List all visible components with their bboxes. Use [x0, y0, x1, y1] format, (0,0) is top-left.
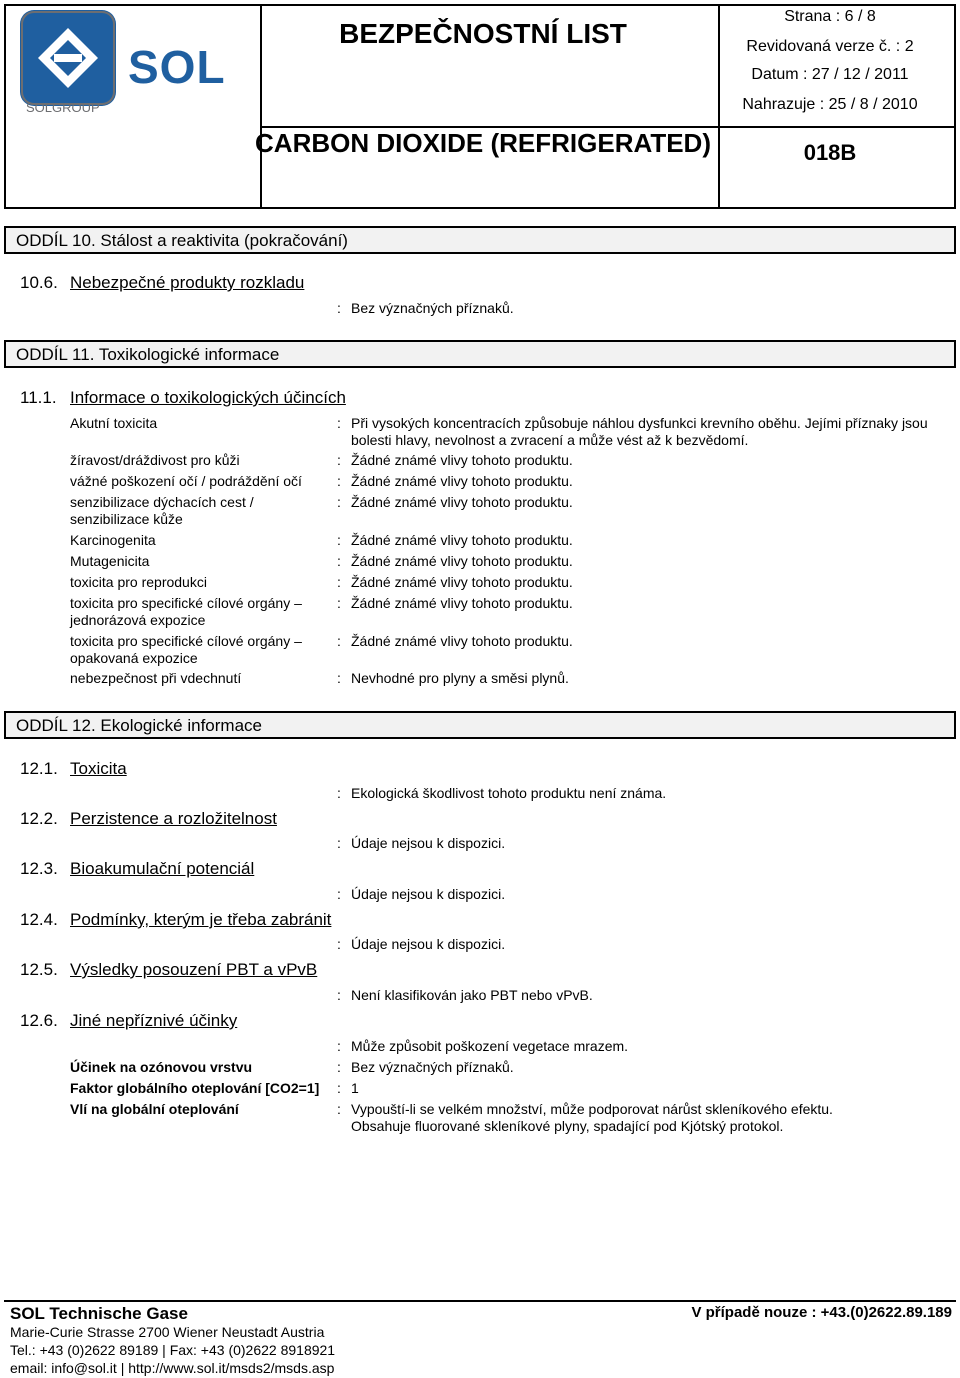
footer-company: SOL Technische Gase [10, 1304, 188, 1323]
tox-value: Při vysokých koncentracích způsobuje náhlou dysfunkci krevního oběhu. Jejími příznaky jsou bolesti hlavy, nevolnost a zvracení a může vést až k bezvědomí. [351, 415, 928, 448]
tox-label: toxicita pro specifické cílové orgány – opakovaná expozice [70, 633, 302, 666]
tox-label: Mutagenicita [70, 553, 150, 569]
tox-value: Nevhodné pro plyny a směsi plynů. [351, 670, 569, 686]
tox-value: Žádné známé vlivy tohoto produktu. [351, 473, 573, 489]
tox-label: nebezpečnost při vdechnutí [70, 670, 242, 686]
footer-email[interactable]: email: info@sol.it | http://www.sol.it/msds2/msds.asp [10, 1360, 335, 1376]
eco-value: Není klasifikován jako PBT nebo vPvB. [351, 987, 593, 1003]
footer-emergency: V případě nouze : +43.(0)2622.89.189 [691, 1304, 952, 1321]
subsection-12-5: 12.5. Výsledky posouzení PBT a vPvB [20, 960, 318, 979]
decomposition-products-value: Bez význačných příznaků. [351, 300, 514, 316]
tox-value: Žádné známé vlivy tohoto produktu. [351, 633, 573, 649]
eco-value: Údaje nejsou k dispozici. [351, 936, 506, 952]
footer-phone: Tel.: +43 (0)2622 89189 | Fax: +43 (0)2622 8918921 [10, 1342, 336, 1358]
warming-label: Vlí na globální oteplování [70, 1101, 239, 1117]
eco-value: Údaje nejsou k dispozici. [351, 835, 506, 851]
product-name: CARBON DIOXIDE (REFRIGERATED) [255, 128, 711, 158]
tox-value: Žádné známé vlivy tohoto produktu. [351, 595, 573, 611]
tox-label: senzibilizace dýchacích cest / senzibilizace kůže [70, 494, 254, 527]
subsection-10-6: 10.6. Nebezpečné produkty rozkladu [20, 273, 305, 292]
tox-label: vážné poškození očí / podráždění očí [70, 473, 302, 489]
subsection-12-2: 12.2. Perzistence a rozložitelnost [20, 809, 277, 828]
document-title: BEZPEČNOSTNÍ LIST [339, 18, 627, 49]
tox-label: žíravost/dráždivost pro kůži [70, 452, 240, 468]
replaces: Nahrazuje : 25 / 8 / 2010 [742, 96, 918, 113]
tox-label: Karcinogenita [70, 532, 156, 548]
ozone-value: Bez význačných příznaků. [351, 1059, 514, 1075]
date: Datum : 27 / 12 / 2011 [751, 66, 909, 83]
subsection-11-1: 11.1. Informace o toxikologických účincích [20, 388, 346, 407]
section-12-title: ODDÍL 12. Ekologické informace [4, 711, 956, 739]
subsection-12-6: 12.6. Jiné nepříznivé účinky [20, 1011, 238, 1030]
section-11-title: ODDÍL 11. Toxikologické informace [4, 340, 956, 368]
tox-label: toxicita pro specifické cílové orgány – jednorázová expozice [70, 595, 302, 628]
tox-value: Žádné známé vlivy tohoto produktu. [351, 532, 573, 548]
eco-value: Ekologická škodlivost tohoto produktu není známa. [351, 785, 667, 801]
subsection-12-3: 12.3. Bioakumulační potenciál [20, 859, 255, 878]
tox-value: Žádné známé vlivy tohoto produktu. [351, 574, 573, 590]
tox-label: Akutní toxicita [70, 415, 158, 431]
logo-subtext: SOLGROUP [26, 100, 100, 115]
footer-address: Marie-Curie Strasse 2700 Wiener Neustadt Austria [10, 1324, 325, 1340]
ozone-label: Účinek na ozónovou vrstvu [70, 1059, 253, 1075]
section-10-title: ODDÍL 10. Stálost a reaktivita (pokračování) [4, 226, 956, 254]
gwp-label: Faktor globálního oteplování [CO2=1] [70, 1080, 320, 1096]
page-number: Strana : 6 / 8 [784, 8, 876, 25]
tox-value: Žádné známé vlivy tohoto produktu. [351, 553, 573, 569]
subsection-12-1: 12.1. Toxicita [20, 759, 127, 778]
warming-value: Vypouští-li se velkém množství, může podporovat nárůst skleníkového efektu. Obsahuje fluorované skleníkové plyny, spadající pod Kjótský protokol. [351, 1101, 833, 1134]
eco-value: Údaje nejsou k dispozici. [351, 886, 506, 902]
gwp-value: 1 [351, 1080, 359, 1096]
product-code: 018B [803, 140, 857, 165]
tox-label: toxicita pro reprodukci [70, 574, 207, 590]
tox-value: Žádné známé vlivy tohoto produktu. [351, 452, 573, 468]
tox-value: Žádné známé vlivy tohoto produktu. [351, 494, 573, 510]
subsection-12-4: 12.4. Podmínky, kterým je třeba zabránit [20, 910, 332, 929]
logo-text: SOL [128, 41, 226, 93]
revision: Revidovaná verze č. : 2 [746, 38, 914, 55]
footer-divider [4, 1300, 956, 1302]
eco-value: Může způsobit poškození vegetace mrazem. [351, 1038, 629, 1054]
